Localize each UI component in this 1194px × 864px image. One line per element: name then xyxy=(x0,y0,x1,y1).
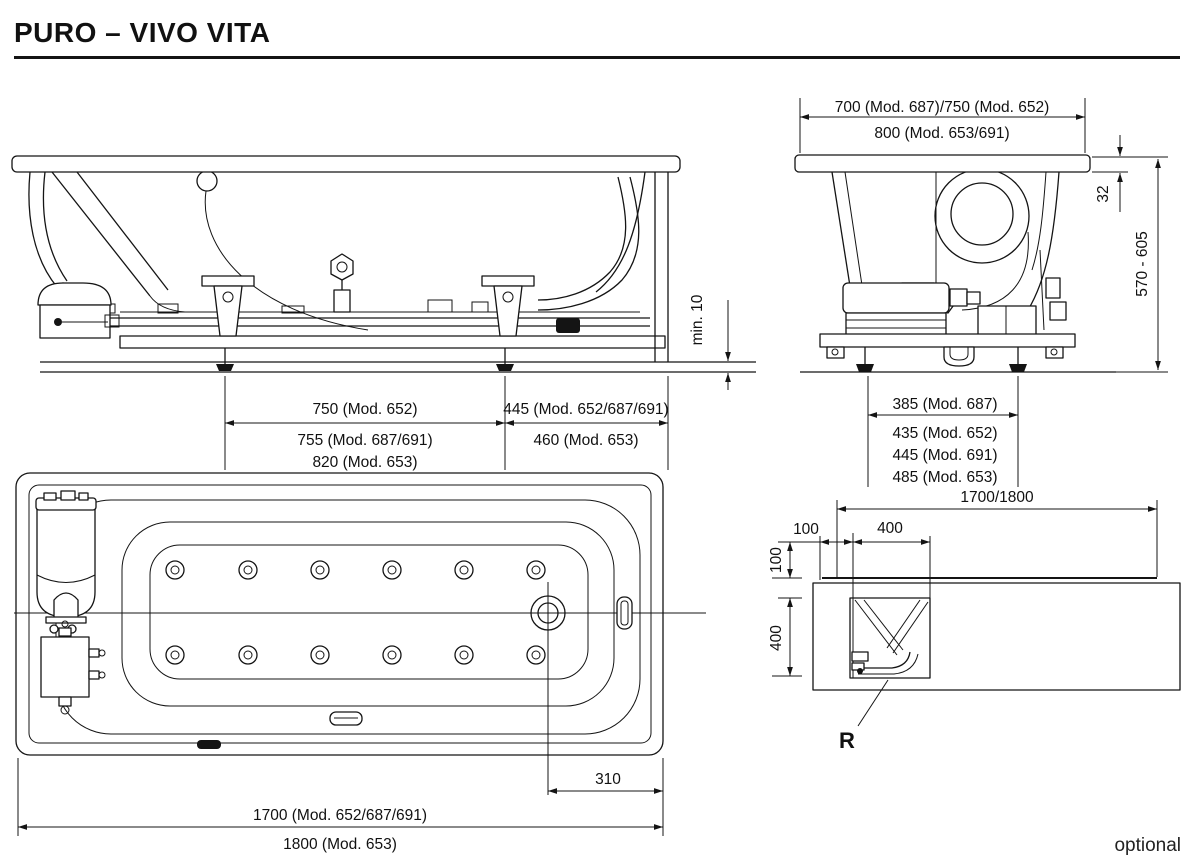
adjustable-feet xyxy=(856,347,1027,372)
tub-rim xyxy=(795,155,1090,172)
side-grip xyxy=(617,597,632,629)
dim-feet-span-3: 485 (Mod. 653) xyxy=(892,469,998,486)
rim-thickness-dimension xyxy=(1092,135,1168,212)
jet xyxy=(311,646,329,664)
jet xyxy=(455,646,473,664)
dim-rim-thickness: 32 xyxy=(1095,185,1112,203)
jet xyxy=(311,561,329,579)
dim-detail-length: 1700/1800 xyxy=(960,489,1034,506)
dim-inset-v: 100 xyxy=(768,547,785,573)
height-dimension xyxy=(1116,159,1168,372)
pump-motor xyxy=(843,250,1066,337)
dim-pump-span-mid: 755 (Mod. 687/691) xyxy=(297,432,433,449)
feet-span-dimension xyxy=(868,376,1018,487)
plan-view xyxy=(14,473,706,853)
support-bracket-left xyxy=(202,276,254,336)
jet xyxy=(527,561,545,579)
end-section-view xyxy=(795,98,1168,487)
base-plate xyxy=(820,334,1075,366)
jet xyxy=(527,646,545,664)
vertical-dimensions xyxy=(768,542,802,676)
dim-width-bottom: 800 (Mod. 653/691) xyxy=(874,125,1010,142)
jet xyxy=(383,561,401,579)
tub-rim xyxy=(12,156,680,172)
side-view-dimensions xyxy=(225,294,728,471)
jet xyxy=(239,646,257,664)
jet xyxy=(455,561,473,579)
dim-drain-offset: 310 xyxy=(595,771,621,788)
width-dimension xyxy=(800,98,1085,153)
pump-unit xyxy=(38,283,119,338)
dim-end-span-top: 445 (Mod. 652/687/691) xyxy=(503,401,669,418)
jet xyxy=(383,646,401,664)
dim-length-bottom: 1800 (Mod. 653) xyxy=(283,836,397,853)
jet xyxy=(239,561,257,579)
dim-zone-v: 400 xyxy=(768,625,785,651)
air-valve xyxy=(331,254,353,312)
page-header xyxy=(14,17,1180,59)
dim-inset-h: 100 xyxy=(793,521,819,538)
corner-detail-view xyxy=(768,489,1180,753)
dim-min-clearance: min. 10 xyxy=(689,294,706,346)
dim-pump-span-bottom: 820 (Mod. 653) xyxy=(312,454,418,471)
drain-outlet xyxy=(531,582,565,795)
dim-feet-span-1: 435 (Mod. 652) xyxy=(892,425,998,442)
radius-label: R xyxy=(839,728,855,753)
title-rule xyxy=(14,56,1180,59)
drain-detail-box xyxy=(850,598,930,678)
control-box xyxy=(41,621,105,714)
plan-dimensions xyxy=(18,758,663,853)
basin-contours xyxy=(56,500,640,734)
dim-feet-span-2: 445 (Mod. 691) xyxy=(892,447,998,464)
side-elevation-view xyxy=(12,156,756,372)
horizontal-dimensions xyxy=(778,520,930,598)
pump-unit xyxy=(36,491,96,633)
dim-pump-span-top: 750 (Mod. 652) xyxy=(312,401,418,418)
dim-width-top: 700 (Mod. 687)/750 (Mod. 652) xyxy=(834,99,1050,116)
dim-feet-span-top: 385 (Mod. 687) xyxy=(892,396,998,413)
jet xyxy=(166,646,184,664)
tub-shell xyxy=(52,172,668,362)
dim-zone-h: 400 xyxy=(877,520,903,537)
support-bracket-right xyxy=(482,276,534,336)
page-title: PURO – VIVO VITA xyxy=(14,17,271,48)
dim-length-top: 1700 (Mod. 652/687/691) xyxy=(252,807,428,824)
jet xyxy=(166,561,184,579)
adjustable-feet xyxy=(216,348,514,371)
dim-height-range: 570 - 605 xyxy=(1134,231,1151,297)
radius-callout xyxy=(839,680,888,753)
optional-label: optional xyxy=(1114,835,1181,856)
dim-end-span-bottom: 460 (Mod. 653) xyxy=(533,432,639,449)
